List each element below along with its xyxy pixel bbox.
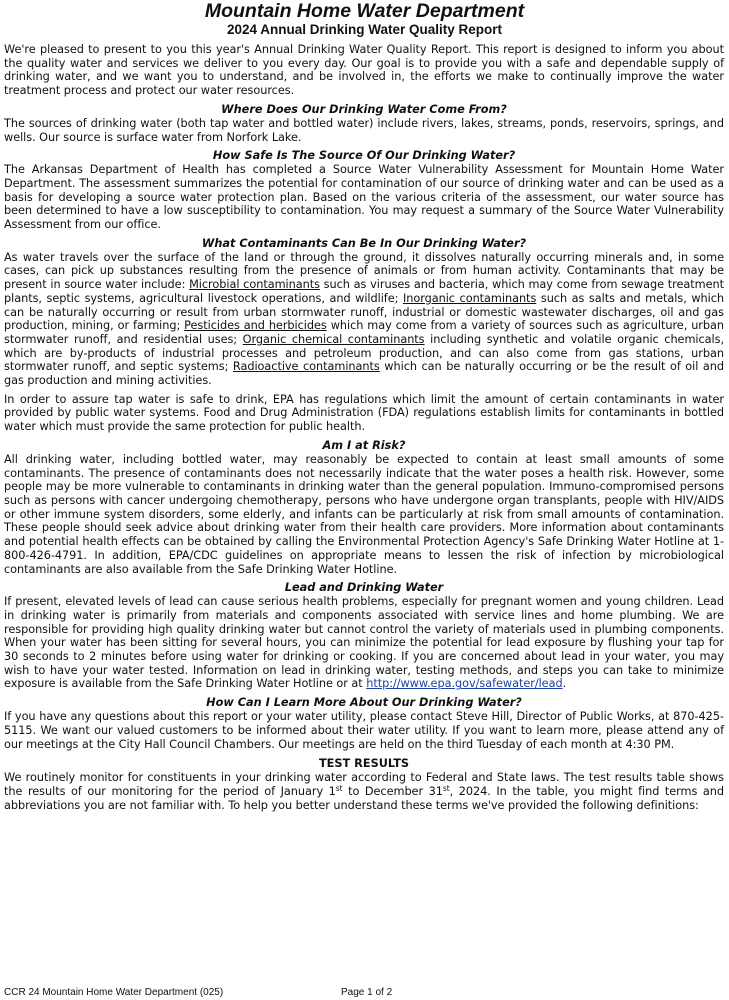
- term-microbial: Microbial contaminants: [189, 278, 320, 292]
- document-subtitle: 2024 Annual Drinking Water Quality Report: [226, 22, 503, 37]
- lead-paragraph: [4, 595, 724, 691]
- contaminants-heading: What Contaminants Can Be In Our Drinking Water?: [201, 236, 527, 250]
- results-text-c: , 2024. In the table, you might find terms and abbreviations you are not familiar with. To help you better understand these terms we've provided the following definitions:: [4, 784, 724, 812]
- contaminants-text-b: such as viruses and bacteria, which may come from sewage treatment plants, septic systems, agricultural livestock operations, and wildlife;: [4, 278, 724, 305]
- term-pesticides: Pesticides and herbicides: [184, 319, 327, 333]
- document-body: [0, 43, 729, 812]
- safety-paragraph: The Arkansas Department of Health has completed a Source Water Vulnerability Assessment for Mountain Home Water Department. The assessment summarizes the potential for contamination of our source of drinking water and can be used as a basis for developing a source water protection plan. Based on the various criteria of the assessment, our water source has been determined to have a low susceptibility to contamination. You may request a summary of the Source Water Vulnerability Assessment from our office.: [4, 163, 724, 232]
- source-paragraph: The sources of drinking water (both tap water and bottled water) include rivers, lakes, streams, ponds, reservoirs, springs, and wells. Our source is surface water from Norfork Lake.: [4, 116, 724, 144]
- contaminants-text-c: such as salts and metals, which can be naturally occurring or result from urban stormwater runoff, industrial or domestic wastewater discharges, oil and gas production, mining, or farming;: [4, 291, 724, 333]
- epa-lead-link[interactable]: http://www.epa.gov/safewater/lead: [366, 677, 563, 691]
- test-results-paragraph: [4, 771, 724, 812]
- lead-heading: Lead and Drinking Water: [284, 581, 444, 595]
- learn-heading: How Can I Learn More About Our Drinking Water?: [206, 696, 522, 710]
- learn-paragraph: If you have any questions about this report or your water utility, please contact Steve Hill, Director of Public Works, at 870-425-5115. We want our valued customers to be informed about their water utility. If you want to learn more, please attend any of our meetings at the City Hall Council Chambers. Our meetings are held on the third Tuesday of each month at 4:30 PM.: [4, 710, 724, 751]
- intro-paragraph: We're pleased to present to you this year's Annual Drinking Water Quality Report. This report is designed to inform you about the quality water and services we deliver to you every day. Our goal is to provide you with a safe and dependable supply of drinking water, and we want you to understand, and be involved in, the efforts we make to continually improve the water treatment process and protect our water resources.: [4, 43, 724, 98]
- results-text-b: to December 31: [342, 784, 443, 798]
- test-results-heading: TEST RESULTS: [318, 757, 410, 771]
- term-radioactive: Radioactive contaminants: [232, 360, 380, 374]
- footer-document-id: CCR 24 Mountain Home Water Department (025): [4, 987, 224, 998]
- lead-text-end: .: [562, 677, 567, 691]
- contaminants-text-a: As water travels over the surface of the land or through the ground, it dissolves naturally occurring minerals and, in some cases, can pick up substances resulting from the presence of animals or from human activity. Contaminants that may be present in source water include:: [4, 250, 724, 292]
- contaminants-text-d: which may come from a variety of sources such as agriculture, urban stormwater runoff, and residential uses;: [4, 319, 724, 346]
- risk-heading: Am I at Risk?: [322, 438, 406, 452]
- source-heading: Where Does Our Drinking Water Come From?: [221, 102, 507, 116]
- ordinal-suffix-1: st: [335, 783, 343, 793]
- contaminants-text-e: including synthetic and volatile organic chemicals, which are by-products of industrial processes and petroleum production, and can also come from gas stations, urban stormwater runoff, and septic systems;: [4, 332, 724, 374]
- results-text-a: We routinely monitor for constituents in your drinking water according to Federal and State laws. The test results table shows the results of our monitoring for the period of January 1: [4, 771, 724, 798]
- contaminants-text-f: which can be naturally occurring or be the result of oil and gas production and mining activities.: [4, 360, 724, 388]
- lead-text: If present, elevated levels of lead can cause serious health problems, especially for pregnant women and young children. Lead in drinking water is primarily from materials and components associated with service lines and home plumbing. We are responsible for providing high quality drinking water but cannot control the variety of materials used in plumbing components. When your water has been sitting for several hours, you can minimize the potential for lead exposure by flushing your tap for 30 seconds to 2 minutes before using water for drinking or cooking. If you are concerned about lead in your water, you may wish to have your water tested. Information on lead in drinking water, testing methods, and steps you can take to minimize exposure is available from the Safe Drinking Water Hotline or at: [4, 595, 724, 691]
- safety-heading: How Safe Is The Source Of Our Drinking Water?: [212, 149, 516, 163]
- term-organic: Organic chemical contaminants: [242, 332, 425, 346]
- document-title: Mountain Home Water Department: [204, 0, 525, 22]
- regulations-paragraph: In order to assure tap water is safe to drink, EPA has regulations which limit the amount of certain contaminants in water provided by public water systems. Food and Drug Administration (FDA) regulations establish limits for contaminants in bottled water which must provide the same protection for public health.: [4, 392, 724, 434]
- term-inorganic: Inorganic contaminants: [402, 291, 537, 305]
- footer-page-number: Page 1 of 2: [341, 987, 393, 998]
- ordinal-suffix-2: st: [442, 783, 450, 793]
- contaminants-paragraph: [4, 251, 724, 388]
- risk-paragraph: All drinking water, including bottled water, may reasonably be expected to contain at least small amounts of some contaminants. The presence of contaminants does not necessarily indicate that the water poses a health risk. However, some people may be more vulnerable to contaminants in drinking water than the general population. Immuno-compromised persons such as persons with cancer undergoing chemotherapy, persons who have undergone organ transplants, people with HIV/AIDS or other immune system disorders, some elderly, and infants can be particularly at risk from small amounts of contamination. These people should seek advice about drinking water from their health care providers. More information about contaminants and potential health effects can be obtained by calling the Environmental Protection Agency's Safe Drinking Water Hotline at 1-800-426-4791. In addition, EPA/CDC guidelines on appropriate means to lessen the risk of infection by microbiological contaminants are also available from the Safe Drinking Water Hotline.: [4, 452, 724, 576]
